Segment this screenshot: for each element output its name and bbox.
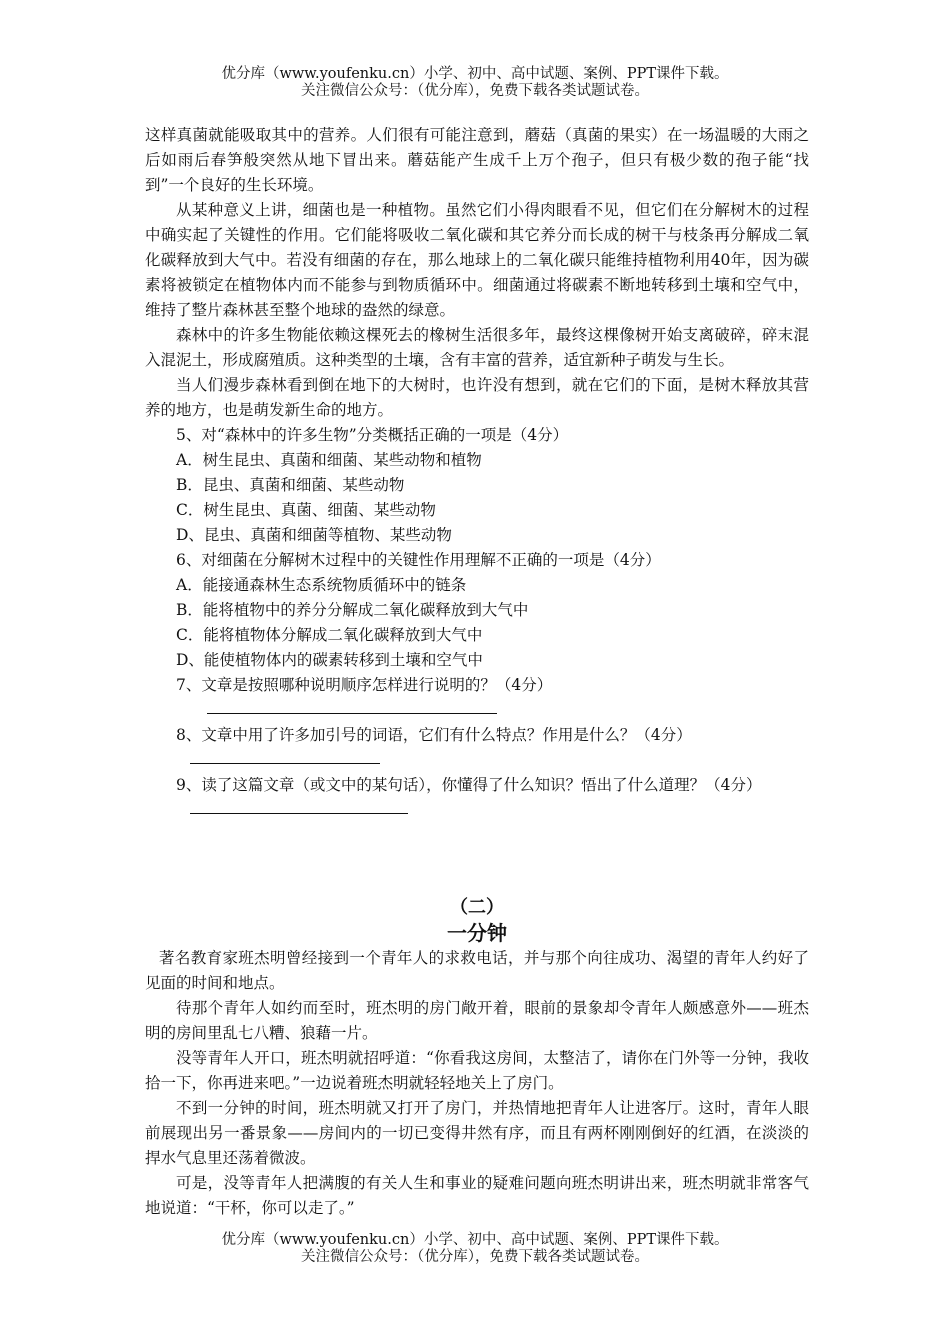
- q5-option-d: D、昆虫、真菌和细菌等植物、某些动物: [176, 526, 452, 544]
- paragraph: 这样真菌就能吸取其中的营养。人们很有可能注意到，蘑菇（真菌的果实）在一场温暖的大雨之后如雨后春笋般突然从地下冒出来。蘑菇能产生成千上万个孢子，但只有极少数的孢子能“找到”一个良好的生长环境。: [145, 126, 809, 194]
- q7-answer-blank[interactable]: [145, 698, 809, 723]
- paragraph: 从某种意义上讲，细菌也是一种植物。虽然它们小得肉眼看不见，但它们在分解树木的过程中确实起了关键性的作用。它们能将吸收二氧化碳和其它养分而长成的树干与枝条再分解成二氧化碳释放到大气中。若没有细菌的存在，那么地球上的二氧化碳只能维持植物利用40年，因为碳素将被锁定在植物体内而不能参与到物质循环中。细菌通过将碳素不断地转移到土壤和空气中，维持了整片森林甚至整个地球的盎然的绿意。: [145, 201, 809, 319]
- passage-continuation: [145, 123, 809, 823]
- q6-option-c: C．能将植物体分解成二氧化碳释放到大气中: [176, 626, 483, 644]
- header-line-1: 优分库（www.youfenku.cn）小学、初中、高中试题、案例、PPT课件下载。: [221, 66, 729, 82]
- q6-option-d: D、能使植物体内的碳素转移到土壤和空气中: [176, 651, 483, 669]
- paragraph: 没等青年人开口，班杰明就招呼道：“你看我这房间，太整洁了，请你在门外等一分钟，我收拾一下，你再进来吧。”一边说着班杰明就轻轻地关上了房门。: [145, 1049, 809, 1092]
- section-number: （二）: [450, 897, 504, 918]
- paragraph: 森林中的许多生物能依赖这棵死去的橡树生活很多年，最终这棵像树开始支离破碎，碎末混入混泥土，形成腐殖质。这种类型的土壤，含有丰富的营养，适宜新种子萌发与生长。: [145, 326, 809, 369]
- header-line-2: 关注微信公众号：（优分库），免费下载各类试题试卷。: [301, 83, 649, 99]
- question-9-stem: 9、读了这篇文章（或文中的某句话），你懂得了什么知识？悟出了什么道理？（4分）: [176, 776, 762, 794]
- q5-option-c: C．树生昆虫、真菌、细菌、某些动物: [176, 501, 436, 519]
- paragraph: 当人们漫步森林看到倒在地下的大树时，也许没有想到，就在它们的下面，是树木释放其营养的地方，也是萌发新生命的地方。: [145, 376, 809, 419]
- section-two: [145, 896, 809, 1221]
- q9-answer-blank[interactable]: [145, 798, 809, 823]
- paragraph: 不到一分钟的时间，班杰明就又打开了房门，并热情地把青年人让进客厅。这时，青年人眼前展现出另一番景象——房间内的一切已变得井然有序，而且有两杯刚刚倒好的红酒，在淡淡的捍水气息里还荡着微波。: [145, 1099, 809, 1167]
- q6-option-a: A．能接通森林生态系统物质循环中的链条: [176, 576, 467, 594]
- q8-answer-blank[interactable]: [145, 748, 809, 773]
- paragraph: 可是，没等青年人把满腹的有关人生和事业的疑难问题向班杰明讲出来，班杰明就非常客气地说道：“干杯，你可以走了。”: [145, 1174, 809, 1217]
- question-7-stem: 7、文章是按照哪种说明顺序怎样进行说明的？（4分）: [176, 676, 553, 694]
- question-6-stem: 6、对细菌在分解树木过程中的关键性作用理解不正确的一项是（4分）: [176, 551, 661, 569]
- footer-line-2: 关注微信公众号：（优分库），免费下载各类试题试卷。: [301, 1249, 649, 1265]
- question-8-stem: 8、文章中用了许多加引号的词语，它们有什么特点？作用是什么？（4分）: [176, 726, 692, 744]
- q6-option-b: B．能将植物中的养分分解成二氧化碳释放到大气中: [176, 601, 529, 619]
- footer-line-1: 优分库（www.youfenku.cn）小学、初中、高中试题、案例、PPT课件下载。: [221, 1232, 729, 1248]
- paragraph: 著名教育家班杰明曾经接到一个青年人的求救电话，并与那个向往成功、渴望的青年人约好了见面的时间和地点。: [145, 949, 809, 992]
- question-5-stem: 5、对“森林中的许多生物”分类概括正确的一项是（4分）: [176, 426, 569, 444]
- q5-option-b: B．昆虫、真菌和细菌、某些动物: [176, 476, 405, 494]
- section-title: 一分钟: [447, 921, 507, 945]
- paragraph: 待那个青年人如约而至时，班杰明的房门敞开着，眼前的景象却令青年人颇感意外——班杰明的房间里乱七八糟、狼藉一片。: [145, 999, 809, 1042]
- q5-option-a: A．树生昆虫、真菌和细菌、某些动物和植物: [176, 451, 482, 469]
- page-footer: [0, 1232, 950, 1266]
- page-header: [0, 66, 950, 100]
